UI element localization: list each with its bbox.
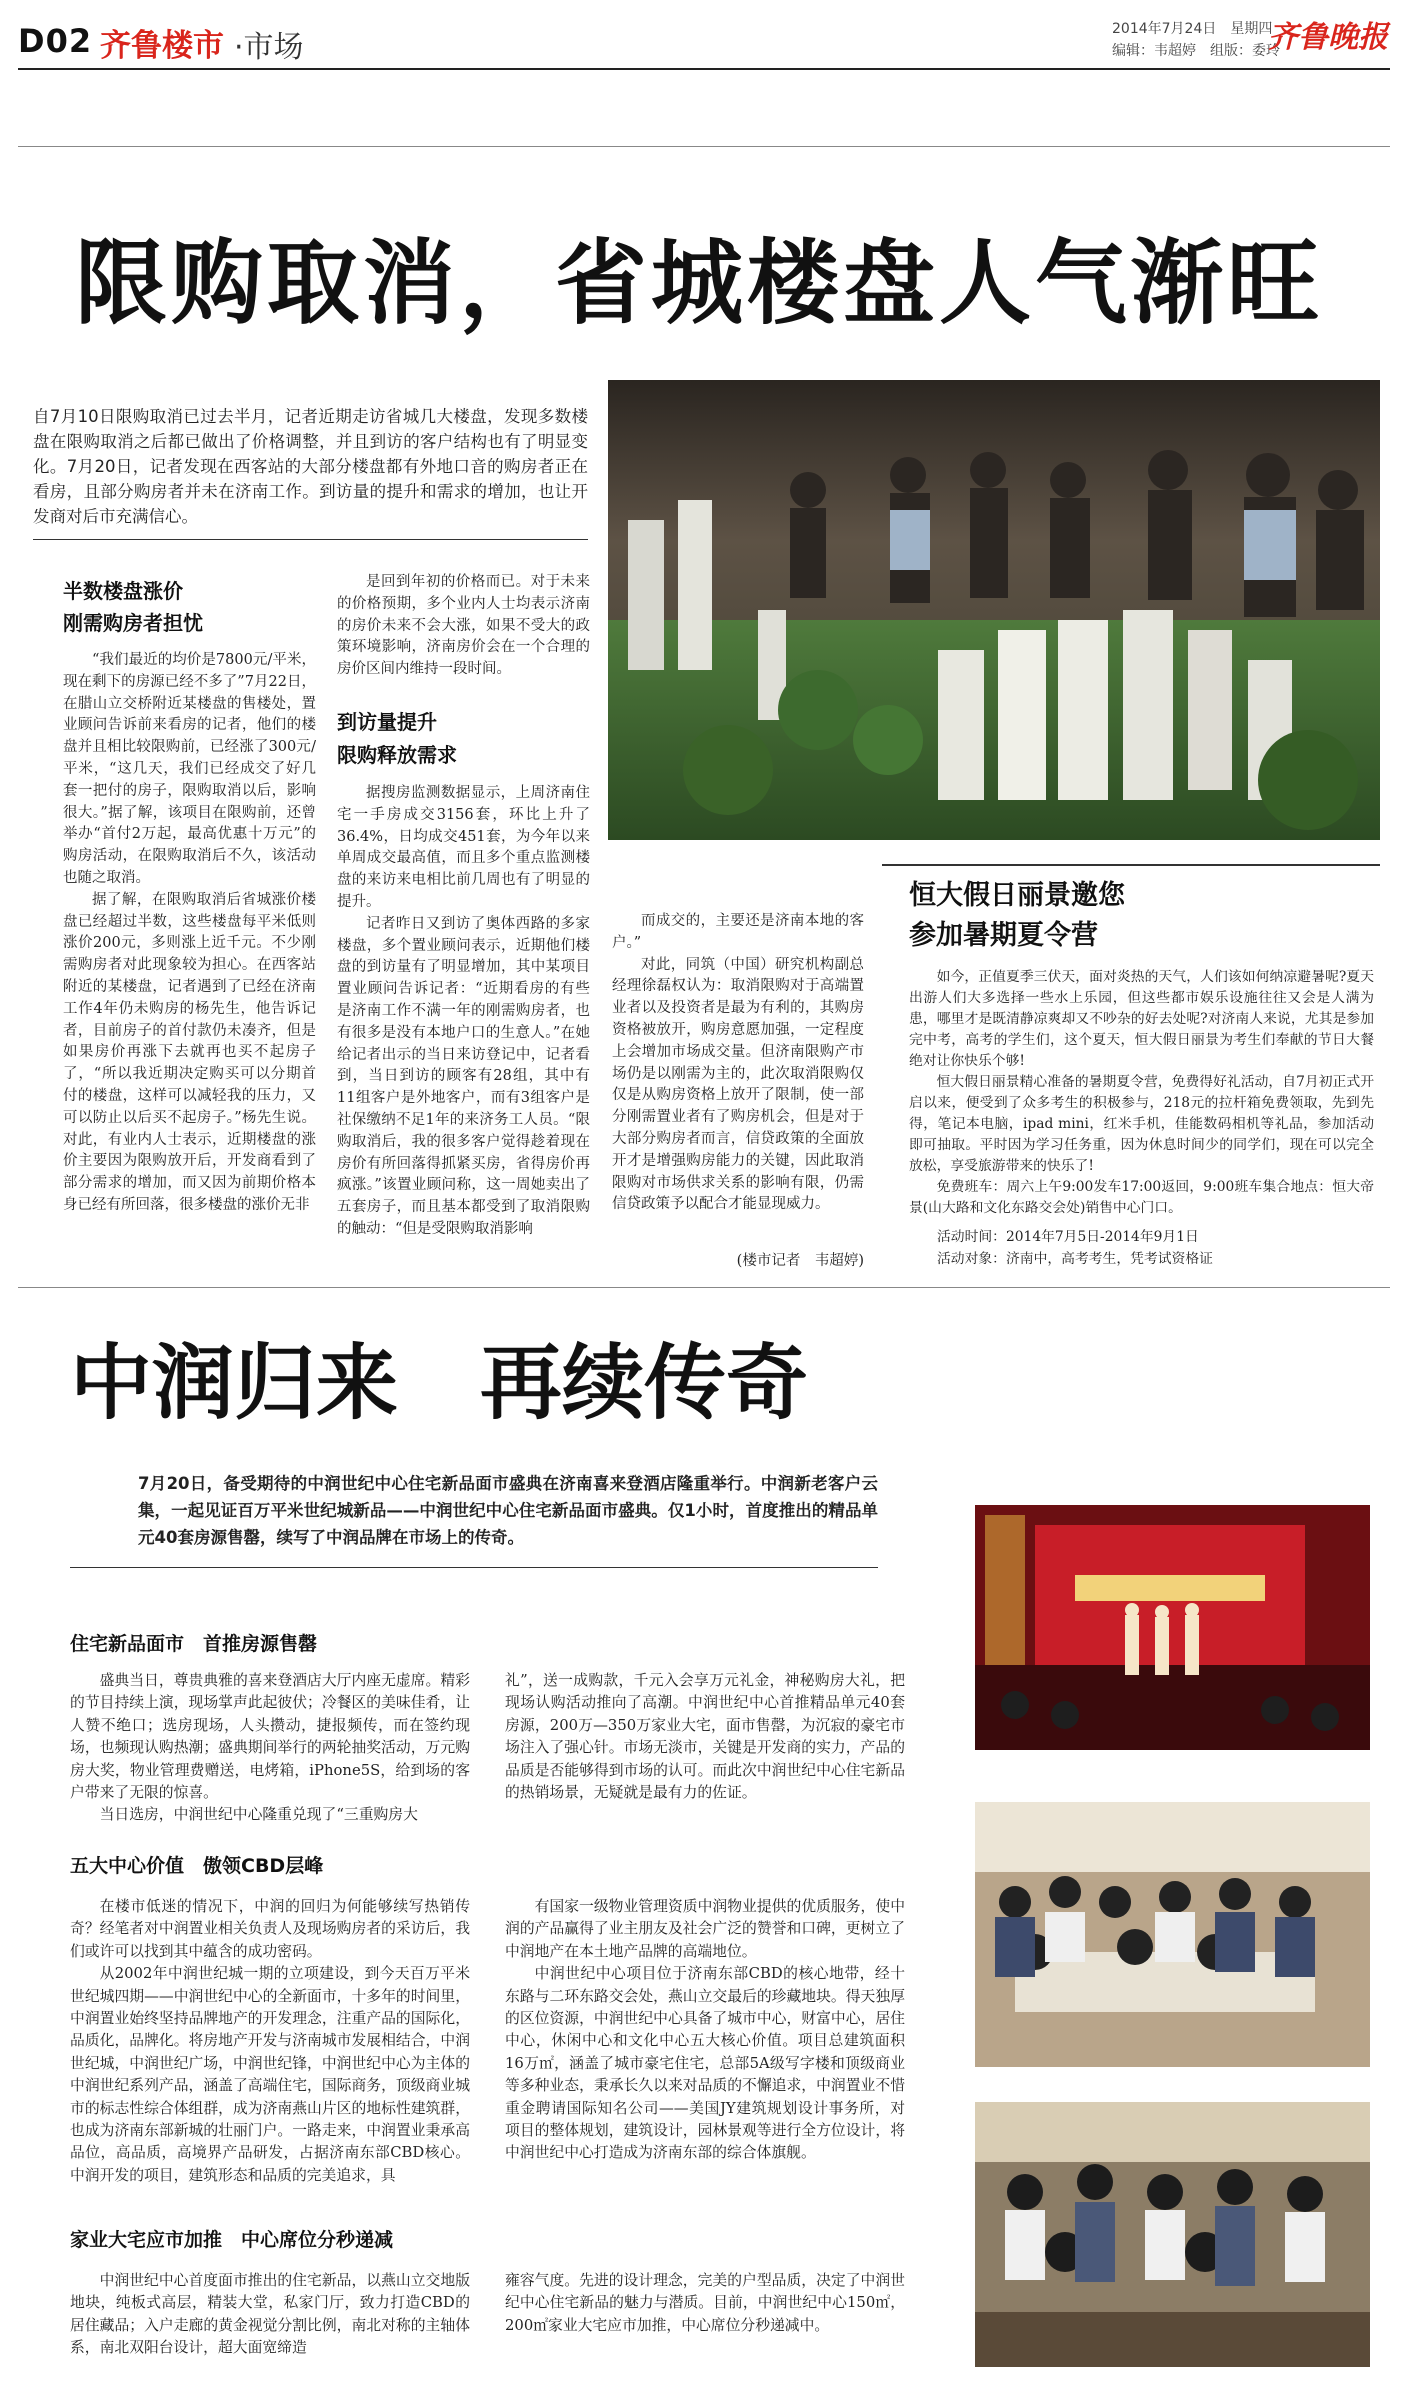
issue-date: 2014年7月24日 星期四 [1112,21,1273,37]
subsection-title: ·市场 [234,30,304,65]
story2-lead: 7月20日，备受期待的中润世纪中心住宅新品面市盛典在济南喜来登酒店隆重举行。中润新老客户云集，一起见证百万平米世纪城新品——中润世纪中心住宅新品面市盛典。仅1小时，首度推出的精品单元40套房源售罄，续写了中润品牌在市场上的传奇。 [138,1474,878,1547]
story1-subhead1a: 半数楼盘涨价 [63,579,183,603]
story2-s2-col2-para2: 中润世纪中心项目位于济南东部CBD的核心地带，经十东路与二环东路交会处，燕山立交最后的珍藏地块。得天独厚的区位资源，中润世纪中心具备了城市中心，财富中心，居住中心，休闲中心和文化中心五大核心价值。项目总建筑面积16万㎡，涵盖了城市豪宅住宅，总部5A级写字楼和顶级商业等多种业态，秉承长久以来对品质的不懈追求，中润置业不惜重金聘请国际知名公司——美国JY建筑规划设计事务所，对项目的整体规划，建筑设计，园林景观等进行全方位设计，将中润世纪中心打造成为济南东部的综合体旗舰。 [505,1965,905,2162]
story2-s3-col2 [505,2270,905,2337]
story2-s2-col1-para1: 在楼市低迷的情况下，中润的回归为何能够续写热销传奇？经笔者对中润置业相关负责人及现场购房者的采访后，我们或许可以找到其中蕴含的成功密码。 [70,1898,470,1960]
story1-headline: 限购取消，省城楼盘人气渐旺 [75,230,1324,337]
sidebar-audience: 活动对象：济南中，高考考生，凭考试资格证 [937,1251,1213,1267]
story1-subhead2b: 限购释放需求 [337,743,457,767]
story2-headline: 中润归来 再续传奇 [70,1336,809,1431]
story2-s2-col1-para2: 从2002年中润世纪城一期的立项建设，到今天百万平米世纪城四期——中润世纪中心的全新面市，十多年的时间里，中润置业始终坚持品牌地产的开发理念，注重产品的国际化，品质化，品牌化。将房地产开发与济南城市发展相结合，中润世纪城，中润世纪广场，中润世纪锋，中润世纪中心为主体的中润世纪系列产品，涵盖了高端住宅，国际商务，顶级商业城市的标志性综合体组群，成为济南燕山片区的地标性建筑群，也成为济南东部新城的壮丽门户。一路走来，中润置业秉承高品位，高品质，高境界产品研发，占据济南东部CBD核心。中润开发的项目，建筑形态和品质的完美追求，具 [70,1965,470,2184]
story2-s2-col2-para1: 有国家一级物业管理资质中润物业提供的优质服务，使中润的产品赢得了业主朋友及社会广泛的赞誉和口碑，更树立了中润地产在本土地产品牌的高端地位。 [505,1898,905,1960]
story1-col1-para1: “我们最近的均价是7800元/平米，现在剩下的房源已经不多了”7月22日，在腊山立交桥附近某楼盘的售楼处，置业顾问告诉前来看房的记者，他们的楼盘并且相比较限购前，已经涨了300元/平米，“这几天，我们已经成交了好几套一把付的房子，限购取消以后，影响很大。”据了解，该项目在限购前，还曾举办“首付2万起，最高优惠十万元”的购房活动，在限购取消后不久，该活动也随之取消。 [63,652,316,886]
sidebar-title-2: 参加暑期夏令营 [909,920,1098,951]
story1-subhead2a: 到访量提升 [337,710,437,734]
sidebar-top-rule [882,864,1380,866]
top-divider [18,146,1390,147]
ceremony-stage-image [975,1505,1370,1750]
header-rule [18,68,1390,70]
story1-col2-para2: 据搜房监测数据显示，上周济南住宅一手房成交3156套，环比上升了36.4%，日均成交451套，为今年以来单周成交最高值，而且多个重点监测楼盘的来访来电相比前几周也有了明显的提升。 [337,785,590,910]
story2-subhead2: 五大中心价值 傲领CBD层峰 [70,1855,324,1877]
story1-col2-para3: 记者昨日又到访了奥体西路的多家楼盘，多个置业顾问表示，近期他们楼盘的到访量有了明显增加，其中某项目置业顾问告诉记者：“近期看房的有些是济南工作不满一年的刚需购房者，也有很多是没有本地户口的生意人。”在她给记者出示的当日来访登记中，记者看到，当日到访的顾客有28组，其中有11组客户是外地客户，而有3组客户是社保缴纳不足1年的来济务工人员。“限购取消后，我的很多客户觉得趁着现在房价有所回落得抓紧买房，省得房价再疯涨。”该置业顾问称，这一周她卖出了五套房子，而且基本都受到了取消限购的触动：“但是受限购取消影响 [337,915,590,1237]
story2-s1-col1 [70,1670,470,1827]
story1-col1-para2: 据了解，在限购取消后省城涨价楼盘已经超过半数，这些楼盘每平米低则涨价200元，多则涨上近千元。不少刚需购房者对此现象较为担心。在西客站附近的某楼盘，记者遇到了已经在济南工作4年仍未购房的杨先生，他告诉记者，目前房子的首付款仍未凑齐，但是如果房价再涨下去就再也买不起房子了，“所以我近期决定购买可以分期首付的楼盘，这样可以减轻我的压力，又可以防止以后买不起房子。”杨先生说。对此，有业内人士表示，近期楼盘的涨价主要因为限购放开后，开发商看到了部分需求的增加，而又因为前期价格本身已经有所回落，很多楼盘的涨价无非 [63,891,316,1213]
story2-s3-col1 [70,2270,470,2360]
crowd-signing-image [975,1802,1370,2067]
story2-s3-col1-para1: 中润世纪中心首度面市推出的住宅新品，以燕山立交地版地块，纯板式高层，精装大堂，私家门厅，致力打造CBD的居住藏品；入户走廊的黄金视觉分割比例，南北对称的主轴体系，南北双阳台设计，超大面宽缔造 [70,2272,470,2357]
story2-lead-rule [70,1567,878,1568]
mid-divider [18,1287,1390,1288]
story2-subhead3: 家业大宅应市加推 中心席位分秒递减 [70,2229,394,2251]
story2-s1-col2 [505,1670,905,1804]
model-viewing-image [608,380,1380,840]
sales-hall-photo [975,2102,1370,2367]
sidebar-para2: 恒大假日丽景精心准备的暑期夏令营，免费得好礼活动，自7月初正式开启以来，便受到了众多考生的积极参与，218元的拉杆箱免费领取，先到先得，笔记本电脑，ipad mini，红米手机，佳能数码相机等礼品，参加活动即可抽取。平时因为学习任务重，因为休息时间少的同学们，现在可以完全放松，享受旅游带来的快乐了! [909,1074,1374,1174]
story1-byline: (楼市记者 韦超婷) [736,1253,864,1269]
story1-column-1 [63,650,316,1217]
sidebar-para1: 如今，正值夏季三伏天，面对炎热的天气，人们该如何纳凉避暑呢?夏天出游人们大多选择一些水上乐园，但这些都市娱乐设施往往又会是人满为患，哪里才是既清静凉爽却又不吵杂的好去处呢?对济南人来说，尤其是参加完中考，高考的学生们，这个夏天，恒大假日丽景为考生们奉献的节日大餐绝对让你快乐个够! [909,969,1374,1069]
story1-col3-para1: 而成交的，主要还是济南本地的客户。” [612,913,864,951]
sidebar-time: 活动时间：2014年7月5日-2014年9月1日 [937,1229,1199,1245]
sidebar-title-1: 恒大假日丽景邀您 [909,880,1125,911]
page-code: D02 [18,22,93,60]
sales-model-photo [608,380,1380,840]
story1-column-3 [612,911,864,1216]
story2-s1-col2-para1: 礼”，送一成购款，千元入会享万元礼金，神秘购房大礼，把现场认购活动推向了高潮。中润世纪中心首推精品单元40套房源，200万—350万家业大宅，面市售罄，为沉寂的豪宅市场注入了强心针。市场无淡市，关键是开发商的实力，产品的品质是否能够得到市场的认可。而此次中润世纪中心住宅新品的热销场景，无疑就是最有力的佐证。 [505,1672,905,1802]
story2-s1-col1-para2: 当日选房，中润世纪中心隆重兑现了“三重购房大 [99,1806,418,1824]
story1-column-2b [337,783,590,1241]
editor-credit: 编辑：韦超婷 组版：委玲 [1112,43,1280,59]
story1-subhead1b: 刚需购房者担忧 [63,611,203,635]
story2-subhead1: 住宅新品面市 首推房源售罄 [70,1633,318,1655]
sidebar-body [909,967,1374,1219]
newspaper-logo: 齐鲁晚报 [1268,20,1388,55]
story1-col3-para2: 对此，同筑（中国）研究机构副总经理徐磊权认为：取消限购对于高端置业者以及投资者是最为有利的，其购房资格被放开，购房意愿加强，一定程度上会增加市场成交量。但济南限购产市场仍是以刚需为主的，此次取消限购仅仅是从购房资格上放开了限制，使一部分刚需置业者有了购房机会，但是对于大部分购房者而言，信贷政策的全面放开才是增强购房能力的关键，因此取消限购对市场供求关系的影响有限，仍需信贷政策予以配合才能显现威力。 [612,956,864,1213]
launch-ceremony-photo [975,1505,1370,1750]
signing-crowd-photo [975,1802,1370,2067]
sidebar-para3: 免费班车：周六上午9:00发车17:00返回，9:00班车集合地点：恒大帝景(山大路和文化东路交会处)销售中心门口。 [909,1179,1374,1216]
story1-col2-para1: 是回到年初的价格而已。对于未来的价格预期，多个业内人士均表示济南的房价未来不会大涨，如果不受大的政策环境影响，济南房价会在一个合理的房价区间内维持一段时间。 [337,574,590,678]
story2-s1-col1-para1: 盛典当日，尊贵典雅的喜来登酒店大厅内座无虚席。精彩的节目持续上演，现场掌声此起彼伏；冷餐区的美味佳肴，让人赞不绝口；选房现场，人头攒动，捷报频传，而在签约现场，也频现认购热潮；盛典期间举行的两轮抽奖活动，万元购房大奖，物业管理费赠送，电烤箱，iPhone5S，给到场的客户带来了无限的惊喜。 [70,1672,470,1802]
story2-s2-col2 [505,1896,905,2165]
section-title: 齐鲁楼市 [100,28,224,64]
story2-s2-col1 [70,1896,470,2187]
story1-lead: 自7月10日限购取消已过去半月，记者近期走访省城几大楼盘，发现多数楼盘在限购取消之后都已做出了价格调整，并且到访的客户结构也有了明显变化。7月20日，记者发现在西客站的大部分楼盘都有外地口音的购房者正在看房，且部分购房者并未在济南工作。到访量的提升和需求的增加，也让开发商对后市充满信心。 [33,404,588,540]
sales-hall-image [975,2102,1370,2367]
story1-column-2a [337,572,590,681]
story2-s3-col2-para1: 雍容气度。先进的设计理念，完美的户型品质，决定了中润世纪中心住宅新品的魅力与潜质。目前，中润世纪中心150㎡，200㎡家业大宅应市加推，中心席位分秒递减中。 [505,2272,905,2334]
